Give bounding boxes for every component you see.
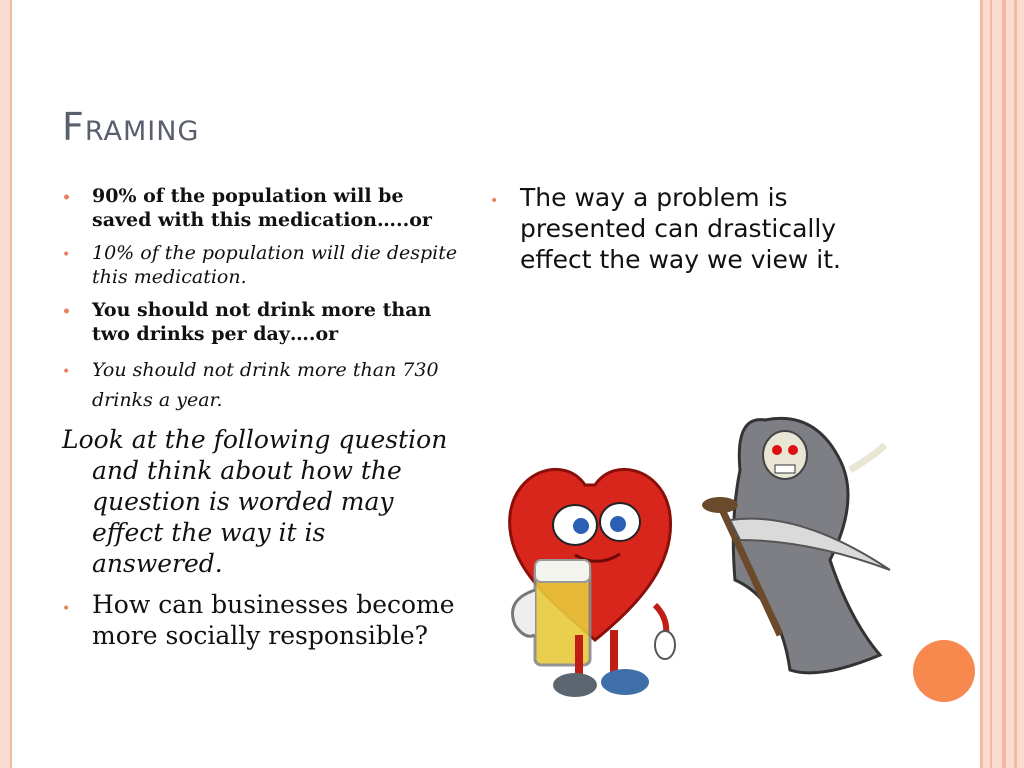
- bullet-item: • You should not drink more than two drinks per day….or: [62, 299, 432, 345]
- left-content: [62, 184, 462, 651]
- bullet-dot-icon: •: [62, 364, 71, 380]
- bullet-dot-icon: •: [62, 304, 71, 320]
- instruction-paragraph: Look at the following question and think about how the question is worded may effect the way it is answered.: [62, 425, 448, 578]
- heart-and-reaper-illustration: [480, 400, 910, 710]
- bullet-item: • 10% of the population will die despite this medication.: [62, 242, 458, 288]
- heart-character-icon: [510, 469, 675, 697]
- bullet-dot-icon: •: [62, 247, 71, 263]
- question-bullet: • How can businesses become more socially responsible?: [62, 590, 455, 650]
- bullet-item: • 90% of the population will be saved with this medication…..or: [62, 185, 432, 231]
- slide-title: Framing: [62, 105, 200, 149]
- bullet-dot-icon: •: [490, 193, 499, 209]
- framing-definition-bullet: • The way a problem is presented can drastically effect the way we view it.: [490, 183, 841, 274]
- decorative-orange-circle: [913, 640, 975, 702]
- left-frame-line: [10, 0, 12, 768]
- bullet-item: • You should not drink more than 730 drinks a year.: [62, 359, 439, 411]
- right-frame-border: [980, 0, 1024, 768]
- grim-reaper-icon: [702, 418, 890, 673]
- bullet-dot-icon: •: [62, 190, 71, 206]
- bullet-dot-icon: •: [62, 601, 71, 617]
- left-frame-border: [0, 0, 10, 768]
- right-content: [490, 182, 910, 275]
